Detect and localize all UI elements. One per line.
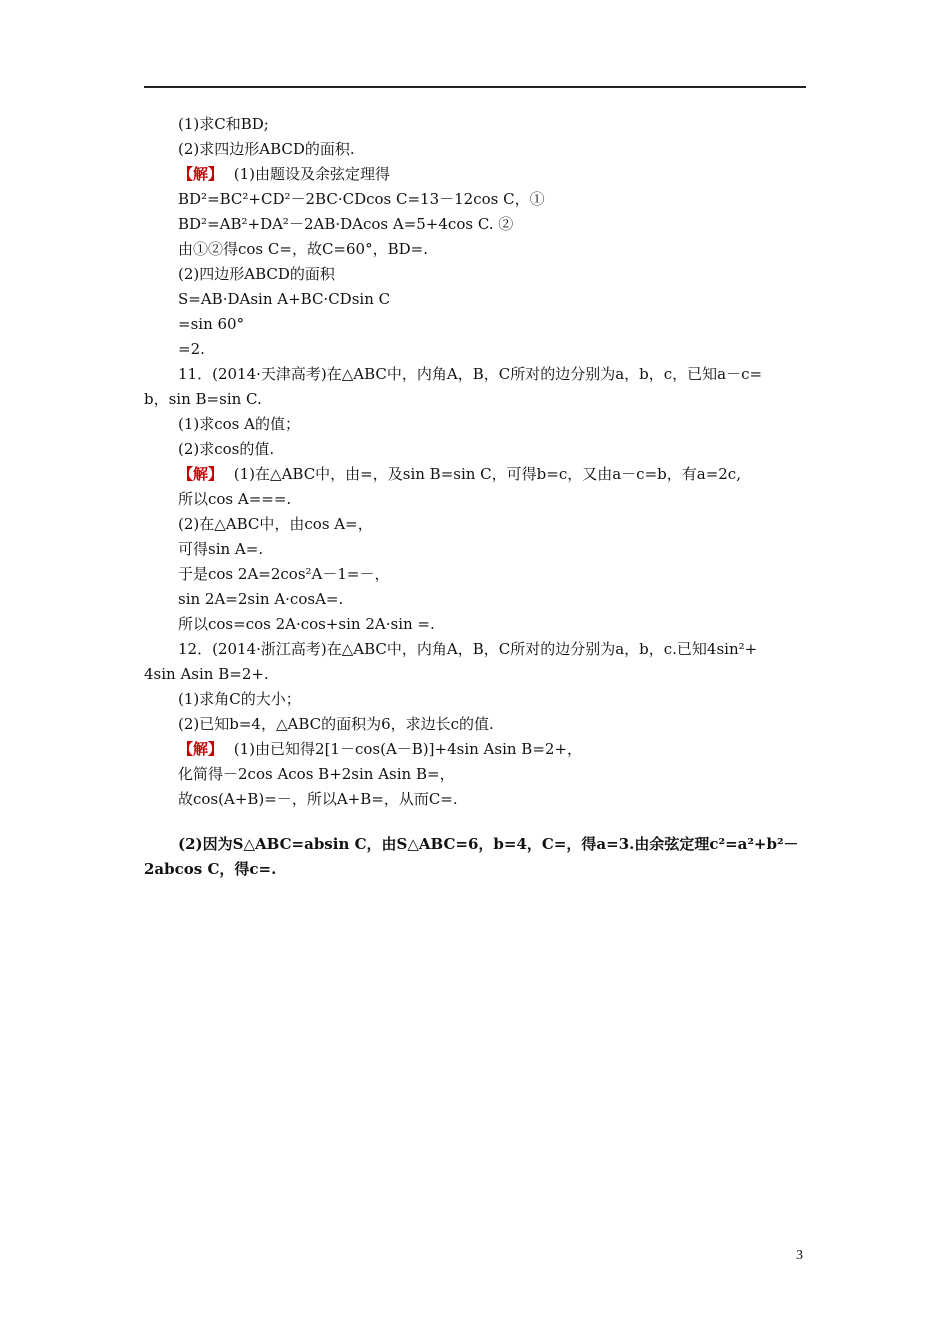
line-text: (2)因为S△ABC=absin C，由S△ABC=6，b=4，C=，得a=3.由余弦定理c²=a²+b²－	[178, 835, 799, 853]
line-text: BD²=BC²+CD²－2BC·CDcos C=13－12cos C，①	[178, 190, 545, 208]
solution-tag: 【解】	[178, 165, 224, 183]
header-rule	[144, 86, 806, 88]
text-line	[144, 237, 806, 262]
text-line	[144, 832, 806, 857]
line-text: (1)求C和BD;	[178, 115, 269, 133]
bold-solution-lines	[144, 832, 806, 882]
text-line	[144, 587, 806, 612]
text-line	[144, 662, 806, 687]
line-text: (2)已知b=4，△ABC的面积为6，求边长c的值.	[178, 715, 494, 733]
text-line	[144, 187, 806, 212]
line-text: BD²=AB²+DA²－2AB·DAcos A=5+4cos C. ②	[178, 215, 514, 233]
text-line	[144, 637, 806, 662]
line-text: 所以cos A===.	[178, 490, 292, 508]
line-text: 4sin Asin B=2+.	[144, 665, 269, 683]
text-line	[144, 112, 806, 137]
text-line	[144, 787, 806, 812]
line-text: 由①②得cos C=，故C=60°，BD=.	[178, 240, 428, 258]
line-text: (1)在△ABC中，由=，及sin B=sin C，可得b=c，又由a－c=b，有a=2c,	[229, 465, 741, 483]
line-text: 所以cos=cos 2A·cos+sin 2A·sin =.	[178, 615, 435, 633]
text-line	[144, 337, 806, 362]
text-line	[144, 262, 806, 287]
text-line	[144, 537, 806, 562]
line-text: S=AB·DAsin A+BC·CDsin C	[178, 290, 391, 308]
text-line	[144, 137, 806, 162]
solution-lines	[144, 112, 806, 812]
text-line	[144, 762, 806, 787]
text-line	[144, 687, 806, 712]
line-text: (2)求cos的值.	[178, 440, 275, 458]
text-line	[144, 412, 806, 437]
line-text: 故cos(A+B)=－，所以A+B=，从而C=.	[178, 790, 458, 808]
text-line	[144, 162, 806, 187]
line-text: (2)求四边形ABCD的面积.	[178, 140, 355, 158]
text-line	[144, 712, 806, 737]
text-line	[144, 487, 806, 512]
text-line	[144, 437, 806, 462]
line-text: 可得sin A=.	[178, 540, 264, 558]
line-text: (1)由题设及余弦定理得	[229, 165, 391, 183]
line-text: (2)在△ABC中，由cos A=，	[178, 515, 373, 533]
text-line	[144, 737, 806, 762]
text-line	[144, 562, 806, 587]
line-text: 于是cos 2A=2cos²A－1=－，	[178, 565, 390, 583]
line-text: (1)由已知得2[1－cos(A－B)]+4sin Asin B=2+，	[229, 740, 583, 758]
text-line	[144, 212, 806, 237]
line-text: sin 2A=2sin A·cosA=.	[178, 590, 344, 608]
line-text: (1)求cos A的值；	[178, 415, 300, 433]
line-text: 12．(2014·浙江高考)在△ABC中，内角A，B，C所对的边分别为a，b，c.已知4sin²+	[178, 640, 758, 658]
line-text: =sin 60°	[178, 315, 245, 333]
text-line	[144, 387, 806, 412]
line-text: =2.	[178, 340, 205, 358]
line-text: (2)四边形ABCD的面积	[178, 265, 335, 283]
text-line	[144, 857, 806, 882]
page-number: 3	[796, 1248, 803, 1263]
solution-tag: 【解】	[178, 465, 224, 483]
paragraph-gap	[144, 812, 806, 832]
line-text: (1)求角C的大小；	[178, 690, 301, 708]
text-line	[144, 362, 806, 387]
text-line	[144, 612, 806, 637]
document-body	[144, 112, 806, 882]
text-line	[144, 512, 806, 537]
line-text: b，sin B=sin C.	[144, 390, 262, 408]
text-line	[144, 462, 806, 487]
solution-tag: 【解】	[178, 740, 224, 758]
line-text: 2abcos C，得c=.	[144, 860, 277, 878]
text-line	[144, 287, 806, 312]
line-text: 11．(2014·天津高考)在△ABC中，内角A，B，C所对的边分别为a，b，c，已知a－c=	[178, 365, 763, 383]
text-line	[144, 312, 806, 337]
line-text: 化简得－2cos Acos B+2sin Asin B=，	[178, 765, 455, 783]
